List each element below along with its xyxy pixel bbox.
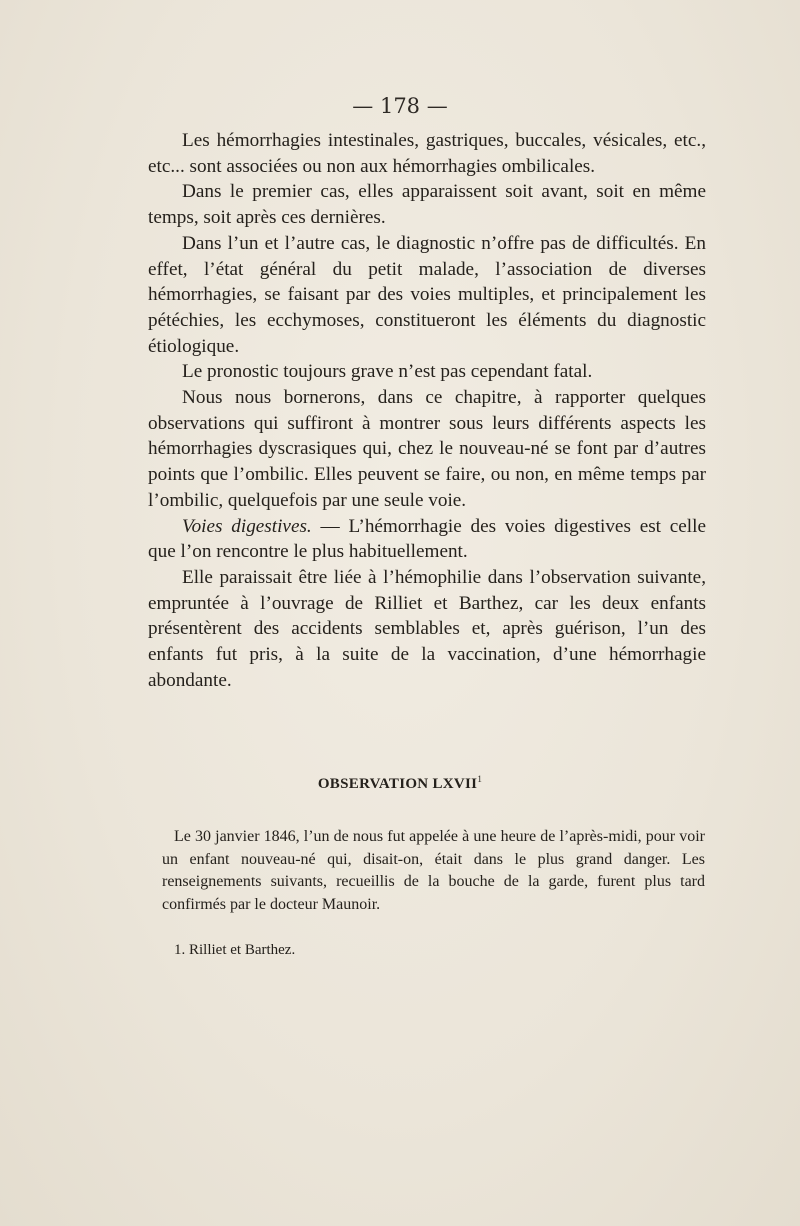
observation-paragraph: Le 30 janvier 1846, l’un de nous fut appelée à une heure de l’après-midi, pour voir un enfant nouveau-né qui, disait-on, était dans le plus grand danger. Les renseignements suivants, recueillis de la bouche de la garde, furent plus tard confirmés par le docteur Maunoir. bbox=[162, 828, 705, 913]
section-dash: — bbox=[311, 515, 349, 537]
paragraph: Dans l’un et l’autre cas, le diagnostic n’offre pas de difficultés. En effet, l’état général du petit malade, l’association de diverses hémorrhagies, se faisant par des voies multiples, et principalement les pétéchies, les ecchymoses, constitueront les éléments du diagnostic étiologique. bbox=[148, 232, 706, 357]
main-text bbox=[148, 128, 706, 693]
section-text: L’hémorrhagie des voies digestives est celle que l’on rencontre le plus habituellement. bbox=[148, 515, 706, 563]
observation-text bbox=[162, 826, 705, 916]
paragraph: Dans le premier cas, elles apparaissent soit avant, soit en même temps, soit après ces dernières. bbox=[148, 181, 706, 229]
footnote: 1. Rilliet et Barthez. bbox=[174, 942, 296, 958]
page-number: — 178 — bbox=[352, 94, 448, 118]
paragraph: Les hémorrhagies intestinales, gastriques, buccales, vésicales, etc., etc... sont associées ou non aux hémorrhagies ombilicales. bbox=[148, 130, 706, 177]
paragraph: Elle paraissait être liée à l’hémophilie dans l’observation suivante, empruntée à l’ouvrage de Rilliet et Barthez, car les deux enfants présentèrent des accidents semblables et, après guérison, l’un des enfants fut pris, à la suite de la vaccination, d’une hémorrhagie abondante. bbox=[148, 566, 706, 691]
footnote-mark: 1 bbox=[477, 774, 483, 784]
observation-title-text: OBSERVATION LXVII bbox=[317, 776, 478, 792]
paragraph: Le pronostic toujours grave n’est pas cependant fatal. bbox=[182, 361, 593, 383]
paragraph: Nous nous bornerons, dans ce chapitre, à rapporter quelques observations qui suffiront à montrer sous leurs différents aspects les hémorrhagies dyscrasiques qui, chez le nouveau-né se font par d’autres points que l’ombilic. Elles peuvent se faire, ou non, en même temps par l’ombilic, quelquefois par une seule voie. bbox=[148, 387, 706, 511]
section-heading: Voies digestives. bbox=[182, 515, 312, 537]
observation-title bbox=[0, 774, 800, 793]
section-paragraph bbox=[148, 514, 706, 565]
